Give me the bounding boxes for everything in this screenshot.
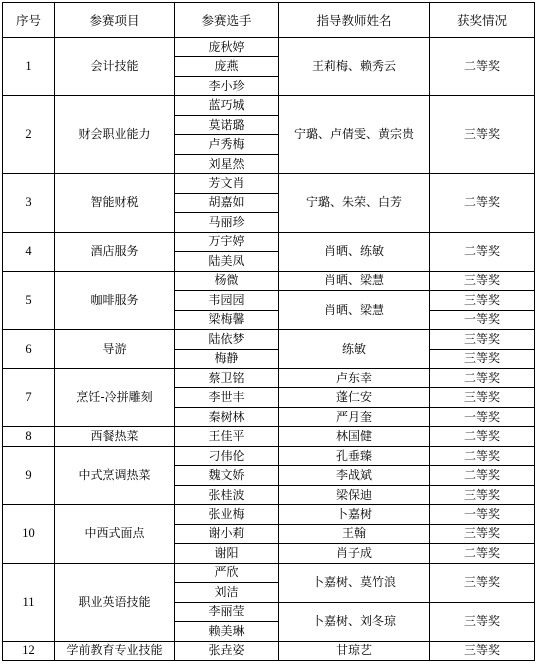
award-cell: 三等奖 [430,349,535,368]
row-index: 12 [3,641,55,660]
teacher-cell: 卢东幸 [279,368,430,387]
table-row [3,271,535,290]
award-cell: 二等奖 [430,544,535,563]
student-cell: 张业梅 [175,505,279,524]
teacher-cell: 宁璐、卢倩雯、黄宗贵 [279,96,430,174]
table-row [3,368,535,387]
row-index: 7 [3,368,55,426]
award-cell: 三等奖 [430,291,535,310]
student-cell: 莫诺璐 [175,115,279,134]
award-cell: 三等奖 [430,641,535,660]
row-index: 9 [3,446,55,504]
student-cell: 陆美凤 [175,252,279,271]
award-cell: 一等奖 [430,310,535,329]
award-cell: 二等奖 [430,38,535,96]
row-index: 6 [3,330,55,369]
row-index: 8 [3,427,55,446]
award-cell: 二等奖 [430,446,535,465]
award-cell: 三等奖 [430,485,535,504]
table-row [3,96,535,115]
teacher-cell: 卜嘉树 [279,505,430,524]
table-row [3,174,535,193]
header-row [3,3,535,38]
header-index: 序号 [3,3,55,38]
award-cell: 三等奖 [430,330,535,349]
teacher-cell: 卜嘉树、莫竹浪 [279,563,430,602]
table-row [3,427,535,446]
student-cell: 芳文肖 [175,174,279,193]
student-cell: 李小珍 [175,76,279,95]
teacher-cell: 林国健 [279,427,430,446]
project-cell: 导游 [55,330,175,369]
teacher-cell: 蓬仁安 [279,388,430,407]
header-awards: 获奖情况 [430,3,535,38]
project-cell: 会计技能 [55,38,175,96]
table-row [3,446,535,465]
student-cell: 韦园园 [175,291,279,310]
student-cell: 谢小莉 [175,524,279,543]
student-cell: 王佳平 [175,427,279,446]
row-index: 4 [3,232,55,271]
student-cell: 谢阳 [175,544,279,563]
teacher-cell: 肖晒、梁慧 [279,291,430,330]
project-cell: 职业英语技能 [55,563,175,641]
teacher-cell: 肖晒、梁慧 [279,271,430,290]
row-index: 3 [3,174,55,232]
teacher-cell: 孔垂臻 [279,446,430,465]
project-cell: 学前教育专业技能 [55,641,175,660]
student-cell: 刘洁 [175,583,279,602]
project-cell: 中西式面点 [55,505,175,563]
header-teachers: 指导教师姓名 [279,3,430,38]
student-cell: 庞燕 [175,57,279,76]
project-cell: 西餐热菜 [55,427,175,446]
award-cell: 二等奖 [430,174,535,232]
student-cell: 蔡卫铭 [175,368,279,387]
row-index: 2 [3,96,55,174]
student-cell: 李世丰 [175,388,279,407]
award-cell: 三等奖 [430,563,535,602]
award-cell: 三等奖 [430,96,535,174]
student-cell: 刁伟伦 [175,446,279,465]
header-project: 参赛项目 [55,3,175,38]
student-cell: 魏文娇 [175,466,279,485]
student-cell: 陆依梦 [175,330,279,349]
table-row [3,505,535,524]
student-cell: 梁梅馨 [175,310,279,329]
teacher-cell: 李战斌 [279,466,430,485]
project-cell: 智能财税 [55,174,175,232]
award-cell: 三等奖 [430,271,535,290]
teacher-cell: 王莉梅、赖秀云 [279,38,430,96]
award-cell: 一等奖 [430,407,535,426]
project-cell: 酒店服务 [55,232,175,271]
table-row [3,641,535,660]
header-students: 参赛选手 [175,3,279,38]
student-cell: 卢秀梅 [175,135,279,154]
student-cell: 张桂波 [175,485,279,504]
teacher-cell: 严月奎 [279,407,430,426]
table-row [3,38,535,57]
table-row [3,563,535,582]
student-cell: 张垚姿 [175,641,279,660]
award-cell: 三等奖 [430,524,535,543]
teacher-cell: 宁璐、朱荣、白芳 [279,174,430,232]
student-cell: 刘星然 [175,154,279,173]
award-cell: 三等奖 [430,388,535,407]
student-cell: 梅静 [175,349,279,368]
teacher-cell: 肖晒、练敏 [279,232,430,271]
teacher-cell: 甘琼艺 [279,641,430,660]
table-row [3,330,535,349]
row-index: 5 [3,271,55,329]
student-cell: 万宇婷 [175,232,279,251]
project-cell: 中式烹调热菜 [55,446,175,504]
table-row [3,232,535,251]
student-cell: 严欣 [175,563,279,582]
award-cell: 二等奖 [430,232,535,271]
project-cell: 烹饪-冷拼雕刻 [55,368,175,426]
teacher-cell: 梁保迪 [279,485,430,504]
teacher-cell: 王翰 [279,524,430,543]
student-cell: 李丽莹 [175,602,279,621]
award-cell: 三等奖 [430,602,535,641]
row-index: 1 [3,38,55,96]
award-cell: 二等奖 [430,427,535,446]
student-cell: 赖美琳 [175,622,279,641]
award-cell: 一等奖 [430,505,535,524]
teacher-cell: 练敏 [279,330,430,369]
student-cell: 杨微 [175,271,279,290]
student-cell: 马丽珍 [175,213,279,232]
row-index: 11 [3,563,55,641]
student-cell: 胡嘉如 [175,193,279,212]
award-cell: 二等奖 [430,466,535,485]
student-cell: 秦树林 [175,407,279,426]
student-cell: 蓝巧城 [175,96,279,115]
student-cell: 庞秋婷 [175,38,279,57]
project-cell: 咖啡服务 [55,271,175,329]
awards-table [2,2,535,661]
row-index: 10 [3,505,55,563]
award-cell: 二等奖 [430,368,535,387]
project-cell: 财会职业能力 [55,96,175,174]
teacher-cell: 卜嘉树、刘冬琼 [279,602,430,641]
teacher-cell: 肖子成 [279,544,430,563]
